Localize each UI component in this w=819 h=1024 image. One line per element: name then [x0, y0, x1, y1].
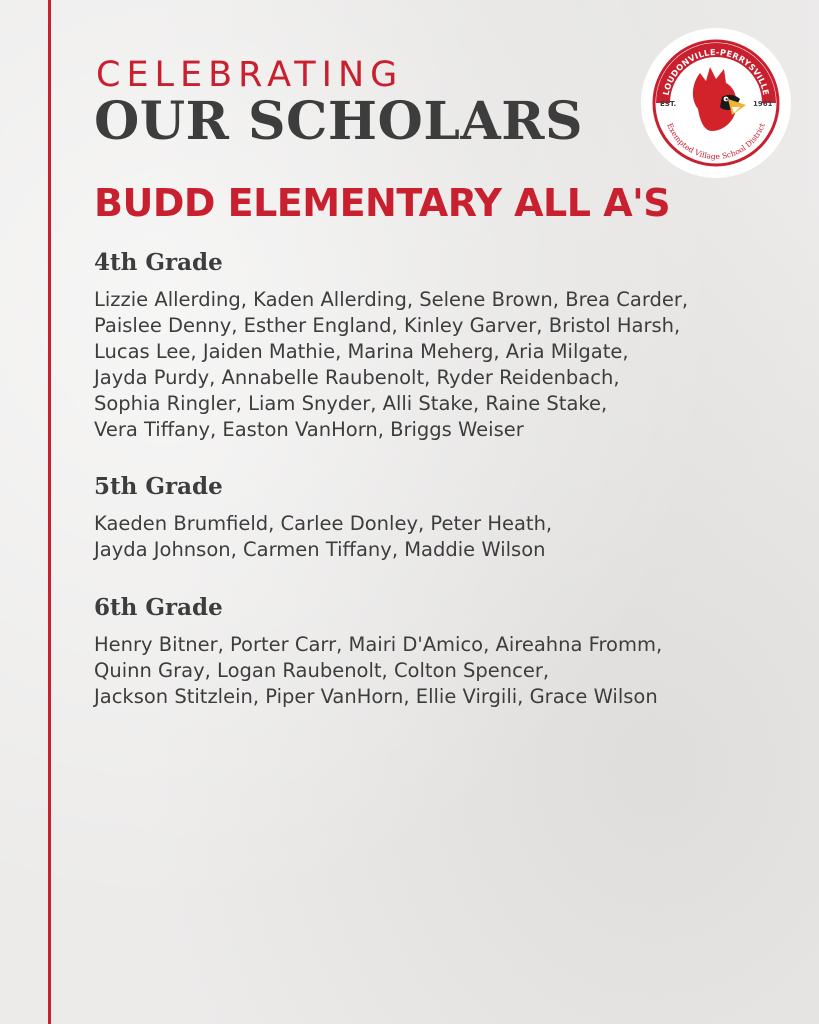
- name-line: Kaeden Brumfield, Carlee Donley, Peter Heath,: [94, 512, 553, 535]
- page-title: OUR SCHOLARS: [94, 91, 584, 152]
- name-line: Jayda Johnson, Carmen Tiffany, Maddie Wilson: [94, 538, 546, 561]
- student-names: [94, 287, 794, 443]
- name-line: Lizzie Allerding, Kaden Allerding, Selene Brown, Brea Carder,: [94, 288, 689, 311]
- accent-rule: [48, 0, 51, 1024]
- section-5th-grade: [94, 475, 794, 563]
- section-heading: 5th Grade: [94, 473, 223, 500]
- name-line: Jayda Purdy, Annabelle Raubenolt, Ryder Reidenbach,: [94, 366, 620, 389]
- logo-bottom-text: Exempted Village School District: [665, 121, 767, 162]
- logo-est-year: 1961: [753, 100, 773, 108]
- page-subtitle: BUDD ELEMENTARY ALL A'S: [94, 181, 671, 225]
- kicker-text: CELEBRATING: [96, 55, 404, 95]
- student-names: [94, 632, 794, 710]
- section-heading: 6th Grade: [94, 594, 223, 621]
- logo-top-text: LOUDONVILLE-PERRYSVILLE: [660, 46, 772, 97]
- section-heading: 4th Grade: [94, 249, 223, 276]
- name-line: Henry Bitner, Porter Carr, Mairi D'Amico, Aireahna Fromm,: [94, 633, 663, 656]
- name-line: Vera Tiffany, Easton VanHorn, Briggs Weiser: [94, 418, 524, 441]
- section-6th-grade: [94, 596, 794, 710]
- name-line: Lucas Lee, Jaiden Mathie, Marina Meherg, Aria Milgate,: [94, 340, 629, 363]
- district-logo: [640, 27, 792, 179]
- name-line: Sophia Ringler, Liam Snyder, Alli Stake, Raine Stake,: [94, 392, 608, 415]
- name-line: Paislee Denny, Esther England, Kinley Garver, Bristol Harsh,: [94, 314, 681, 337]
- student-names: [94, 511, 794, 563]
- logo-est-label: EST.: [660, 100, 677, 108]
- name-line: Jackson Stitzlein, Piper VanHorn, Ellie Virgili, Grace Wilson: [94, 685, 658, 708]
- section-4th-grade: [94, 251, 794, 443]
- name-line: Quinn Gray, Logan Raubenolt, Colton Spencer,: [94, 659, 550, 682]
